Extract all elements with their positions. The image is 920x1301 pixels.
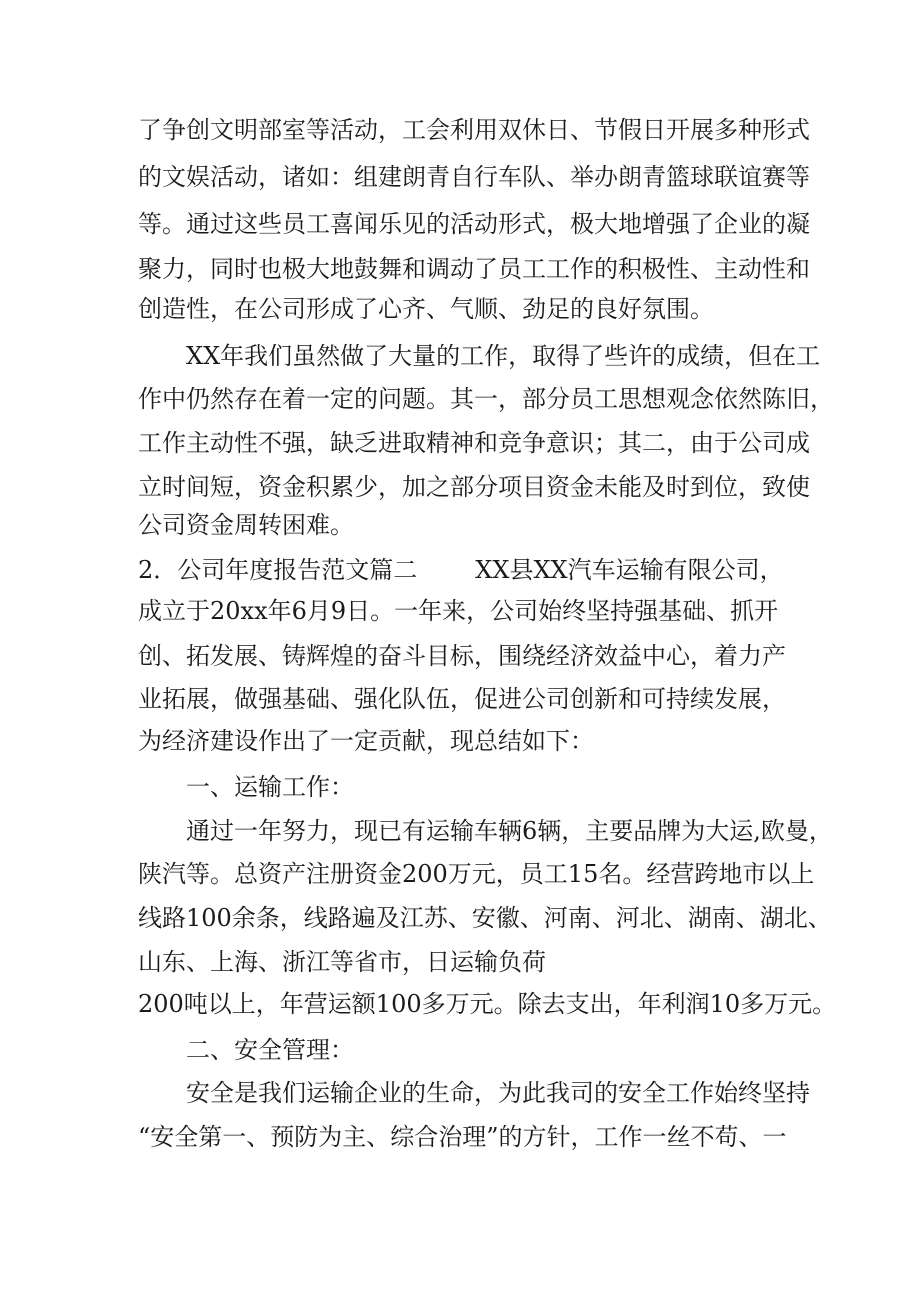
- section-2-heading: 2．公司年度报告范文篇二: [138, 556, 418, 584]
- transport-line-4: 山东、上海、浙江等省市，日运输负荷: [138, 948, 546, 976]
- paragraph-1-line-4: 聚力，同时也极大地鼓舞和调动了员工工作的积极性、主动性和: [138, 255, 810, 283]
- section-2-intro-line-2: 创、拓发展、铸辉煌的奋斗目标，围绕经济效益中心，着力产: [138, 642, 786, 670]
- transport-line-1: 通过一年努力，现已有运输车辆6辆，主要品牌为大运,欧曼，: [186, 817, 833, 845]
- paragraph-1-line-2: 的文娱活动，诸如：组建朗青自行车队、举办朗青篮球联谊赛等: [138, 163, 810, 191]
- paragraph-1-line-1: 了争创文明部室等活动，工会利用双休日、节假日开展多种形式: [138, 116, 810, 144]
- paragraph-2-line-2: 作中仍然存在着一定的问题。其一，部分员工思想观念依然陈旧，: [138, 385, 834, 413]
- paragraph-2-line-4: 立时间短，资金积累少，加之部分项目资金未能及时到位，致使: [138, 473, 810, 501]
- paragraph-2-line-5: 公司资金周转困难。: [138, 511, 354, 539]
- safety-line-2: “安全第一、预防为主、综合治理”的方针，工作一丝不苟、一: [138, 1123, 787, 1151]
- transport-line-5: 200吨以上，年营运额100多万元。除去支出，年利润10多万元。: [138, 990, 837, 1018]
- transport-line-2: 陕汽等。总资产注册资金200万元，员工15名。经营跨地市以上: [138, 860, 815, 888]
- safety-line-1: 安全是我们运输企业的生命，为此我司的安全工作始终坚持: [186, 1079, 810, 1107]
- paragraph-2-line-1: XX年我们虽然做了大量的工作，取得了些许的成绩，但在工: [186, 342, 821, 370]
- paragraph-2-line-3: 工作主动性不强，缺乏进取精神和竞争意识；其二，由于公司成: [138, 429, 810, 457]
- paragraph-1-line-3: 等。通过这些员工喜闻乐见的活动形式，极大地增强了企业的凝: [138, 210, 810, 238]
- section-2-intro-line-1: 成立于20xx年6月9日。一年来，公司始终坚持强基础、抓开: [138, 597, 779, 625]
- transport-line-3: 线路100余条，线路遍及江苏、安徽、河南、河北、湖南、湖北、: [138, 904, 832, 932]
- section-2-intro-line-4: 为经济建设作出了一定贡献，现总结如下：: [138, 727, 594, 755]
- safety-heading: 二、安全管理：: [186, 1036, 354, 1064]
- section-2-intro-start: XX县XX汽车运输有限公司，: [475, 556, 784, 584]
- section-2-heading-line: [138, 555, 784, 585]
- section-2-intro-line-3: 业拓展，做强基础、强化队伍，促进公司创新和可持续发展，: [138, 685, 786, 713]
- transport-heading: 一、运输工作：: [186, 773, 354, 801]
- paragraph-1-line-5: 创造性，在公司形成了心齐、气顺、劲足的良好氛围。: [138, 295, 714, 323]
